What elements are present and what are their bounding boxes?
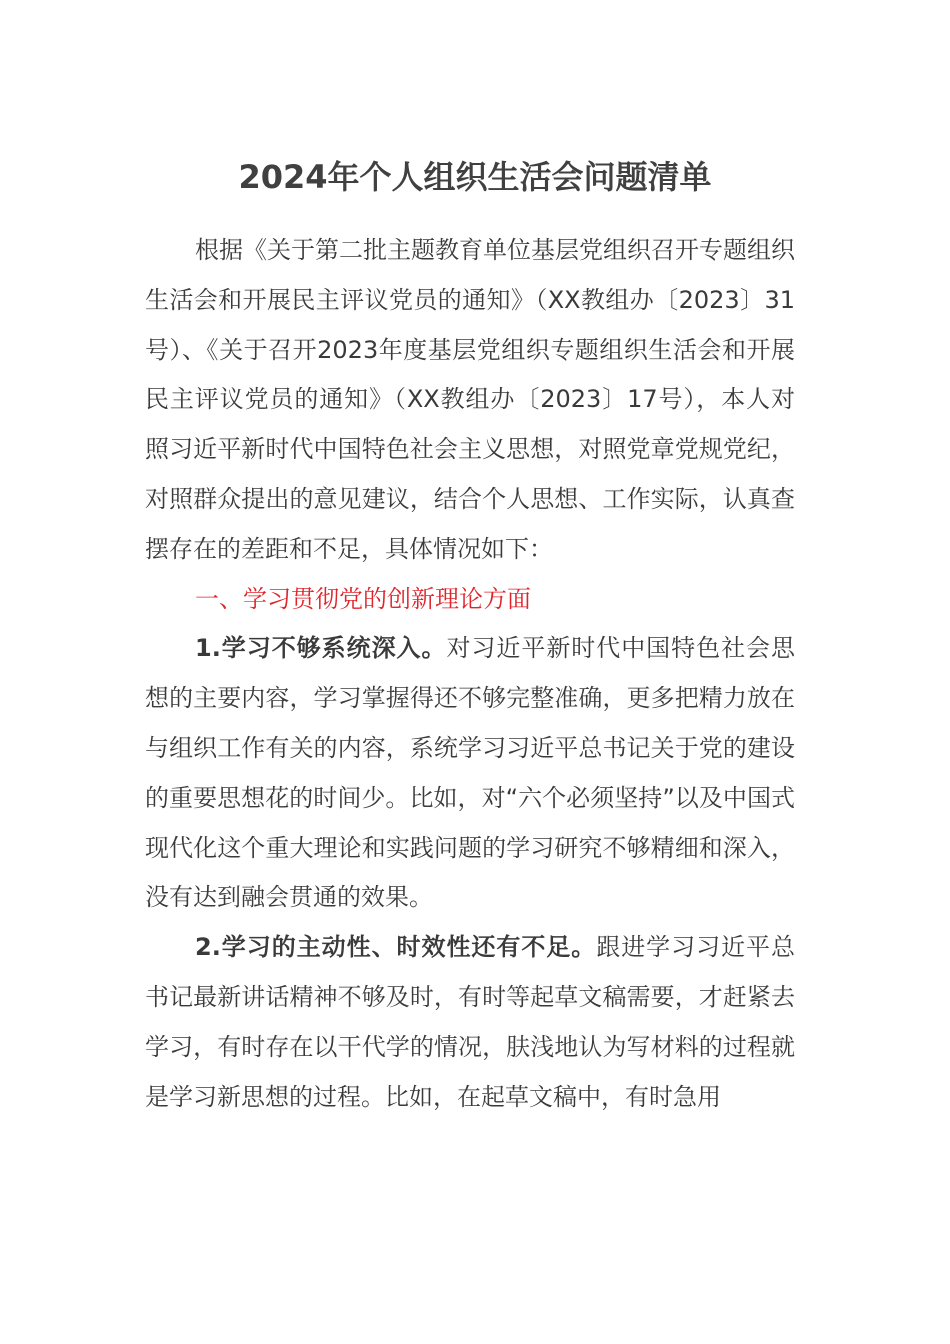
item-heading-1: 1.学习不够系统深入。	[195, 634, 447, 663]
item-paragraph-2	[145, 923, 795, 1122]
item-text-2: 跟进学习习近平总书记最新讲话精神不够及时，有时等起草文稿需要，才赶紧去学习，有时存在以干代学的情况，肤浅地认为写材料的过程就是学习新思想的过程。比如，在起草文稿中，有时急用	[145, 933, 795, 1111]
intro-paragraph: 根据《关于第二批主题教育单位基层党组织召开专题组织生活会和开展民主评议党员的通知》（XX教组办〔2023〕31号）、《关于召开2023年度基层党组织专题组织生活会和开展民主评议党员的通知》（XX教组办〔2023〕17号），本人对照习近平新时代中国特色社会主义思想，对照党章党规党纪，对照群众提出的意见建议，结合个人思想、工作实际，认真查摆存在的差距和不足，具体情况如下：	[145, 236, 795, 563]
document-body	[145, 226, 795, 1122]
item-paragraph-1	[145, 624, 795, 923]
section-heading-1: 一、学习贯彻党的创新理论方面	[195, 584, 531, 613]
item-text-1: 对习近平新时代中国特色社会思想的主要内容，学习掌握得还不够完整准确，更多把精力放在与组织工作有关的内容，系统学习习近平总书记关于党的建设的重要思想花的时间少。比如，对“六个必须坚持”以及中国式现代化这个重大理论和实践问题的学习研究不够精细和深入，没有达到融会贯通的效果。	[145, 634, 795, 912]
document-title: 2024年个人组织生活会问题清单	[238, 158, 712, 196]
item-heading-2: 2.学习的主动性、时效性还有不足。	[195, 933, 597, 962]
